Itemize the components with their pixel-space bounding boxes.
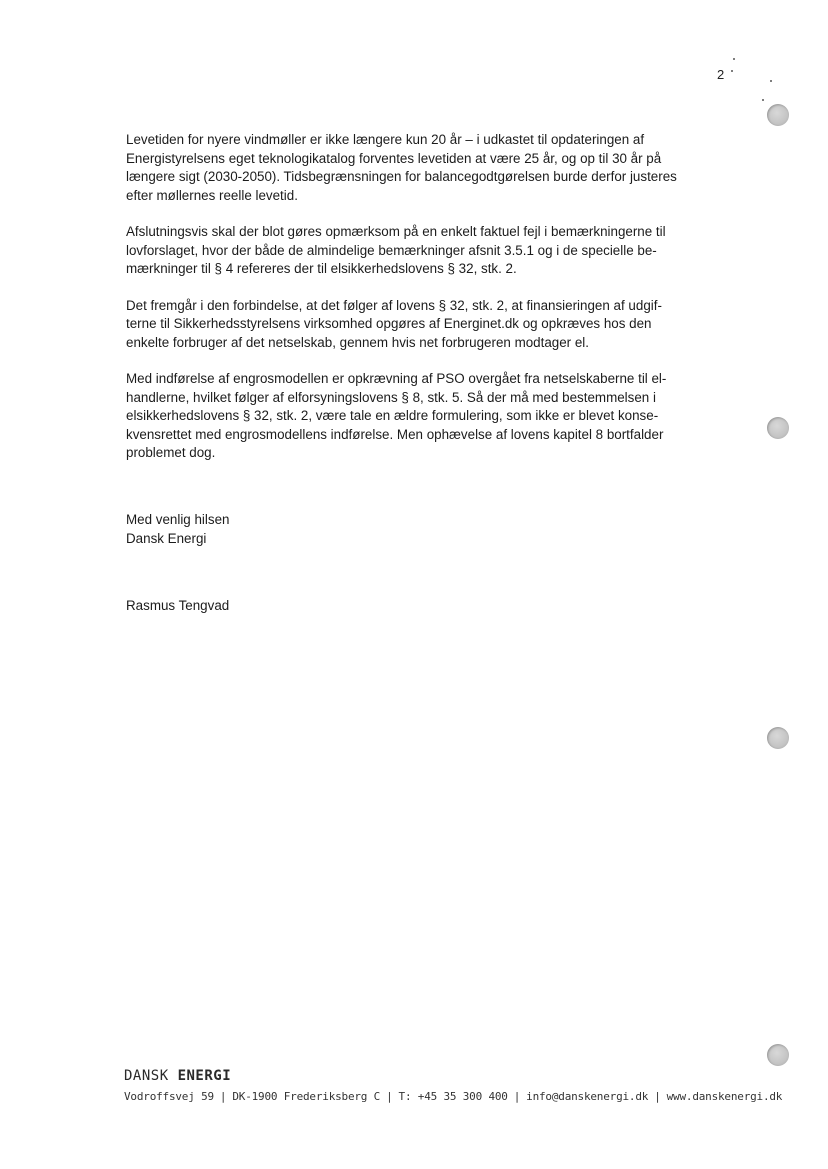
paragraph-factual-error (126, 223, 726, 279)
punch-hole (767, 104, 789, 126)
punch-hole (767, 727, 789, 749)
paragraph-turbine-lifetime (126, 131, 726, 205)
text-line: handlerne, hvilket følger af elforsyningslovens § 8, stk. 5. Så der må med bestemmelsen i (126, 389, 656, 405)
punch-hole (767, 417, 789, 439)
text-line: Afslutningsvis skal der blot gøres opmærksom på en enkelt faktuel fejl i bemærkningerne til (126, 224, 666, 239)
text-line: kvensrettet med engrosmodellens indførelse. Men ophævelse af lovens kapitel 8 bortfalder (126, 426, 664, 442)
logo-word-energi: ENERGI (177, 1068, 232, 1084)
signer-name: Rasmus Tengvad (126, 598, 230, 613)
separator: | (513, 1090, 521, 1103)
page-number: 2 (717, 67, 725, 82)
text-line: lovforslaget, hvor der både de almindelige bemærkninger afsnit 3.5.1 og i de specielle be- (126, 242, 657, 258)
text-line: Energistyrelsens eget teknologikatalog forventes levetiden at være 25 år, og op til 30 år på (126, 150, 662, 166)
scan-speck (762, 99, 764, 101)
text-line: længere sigt (2030-2050). Tidsbegrænsningen for balancegodtgørelsen burde derfor justeres (126, 169, 677, 184)
footer-city: DK-1900 Frederiksberg C (232, 1090, 381, 1103)
closing-greeting: Med venlig hilsen (126, 512, 230, 527)
text-line: Levetiden for nyere vindmøller er ikke længere kun 20 år – i udkastet til opdateringen af (126, 132, 645, 147)
text-line: enkelte forbruger af det netselskab, gennem hvis net forbrugeren modtager el. (126, 334, 589, 350)
scan-speck (770, 80, 772, 82)
paragraph-financing (126, 297, 726, 353)
text-line: Det fremgår i den forbindelse, at det følger af lovens § 32, stk. 2, at finansieringen af udgif- (126, 297, 662, 313)
footer-website[interactable]: www.danskenergi.dk (666, 1090, 783, 1103)
scan-speck (731, 70, 733, 72)
text-line: problemet dog. (126, 445, 216, 460)
text-line: terne til Sikkerhedsstyrelsens virksomhed opgøres af Energinet.dk og opkræves hos den (126, 316, 652, 331)
text-line: efter møllernes reelle levetid. (126, 187, 298, 203)
text-line: elsikkerhedslovens § 32, stk. 2, være tale en ældre formulering, som ikke er blevet konse- (126, 408, 659, 423)
footer-address: Vodroffsvej 59 (124, 1090, 214, 1103)
closing-block (126, 510, 229, 548)
footer-email[interactable]: info@danskenergi.dk (526, 1090, 649, 1103)
separator: | (386, 1090, 393, 1103)
logo-word-dansk: DANSK (124, 1068, 178, 1084)
closing-organization: Dansk Energi (126, 531, 207, 546)
scan-speck (733, 58, 735, 60)
paragraph-wholesale-model (126, 370, 726, 463)
text-line: mærkninger til § 4 refereres der til elsikkerhedslovens § 32, stk. 2. (126, 261, 517, 276)
separator: | (654, 1090, 661, 1103)
footer-phone: T: +45 35 300 400 (398, 1090, 508, 1103)
contact-line (124, 1090, 782, 1103)
letter-body (126, 131, 726, 481)
text-line: Med indførelse af engrosmodellen er opkrævning af PSO overgået fra netselskaberne til el- (126, 371, 667, 386)
punch-hole (767, 1044, 789, 1066)
separator: | (219, 1090, 227, 1103)
letterhead-footer (124, 1068, 782, 1103)
company-logo (124, 1068, 782, 1084)
